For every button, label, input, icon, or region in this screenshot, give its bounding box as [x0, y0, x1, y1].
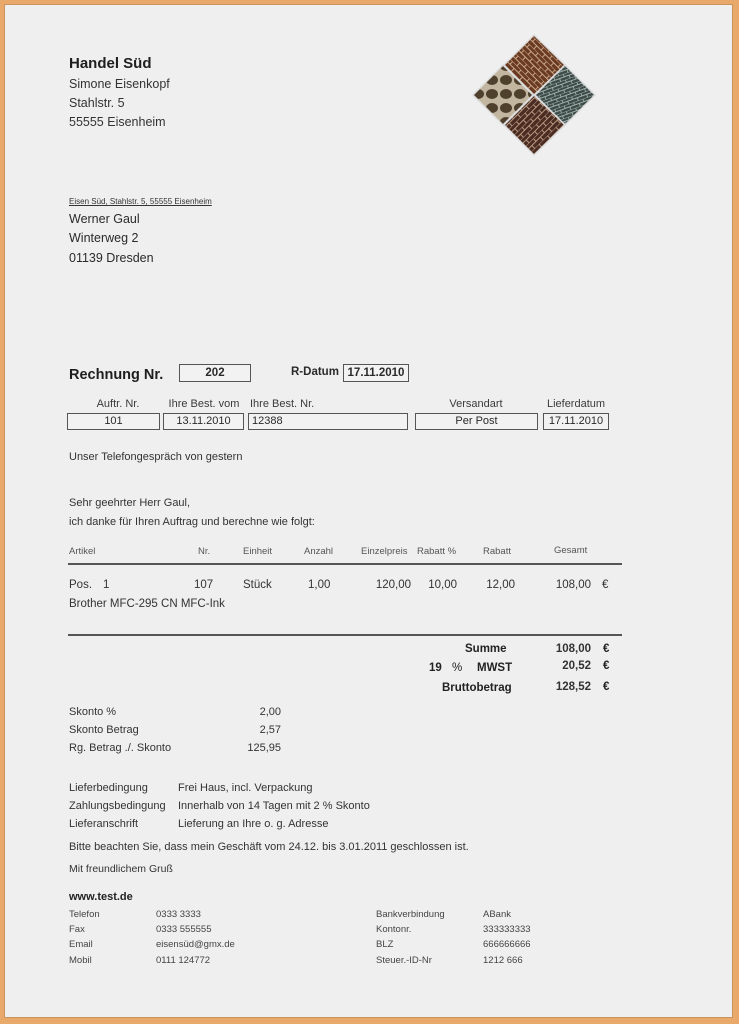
subject-line: Unser Telefongespräch von gestern [69, 451, 243, 463]
article-description: Brother MFC-295 CN MFC-Ink [69, 598, 225, 610]
order-no-field: 101 [67, 413, 160, 430]
tax-id-label: Steuer.-ID-Nr [376, 955, 432, 966]
invoice-title: Rechnung Nr. [69, 367, 164, 383]
return-address: Eisen Süd, Stahlstr. 5, 55555 Eisenheim [69, 197, 212, 206]
sender-city: 55555 Eisenheim [69, 115, 166, 129]
terms-delivery-value: Frei Haus, incl. Verpackung [178, 782, 313, 794]
sender-street: Stahlstr. 5 [69, 96, 125, 110]
invoice-date-label: R-Datum [291, 366, 339, 378]
col-header-anzahl: Anzahl [304, 546, 334, 557]
terms-address-label: Lieferanschrift [69, 818, 139, 830]
table-header-rule [68, 563, 622, 565]
unit: Stück [243, 579, 272, 591]
col-header-gesamt: Gesamt [554, 545, 588, 556]
account-value: 333333333 [483, 924, 531, 935]
euro-icon: € [603, 681, 610, 693]
vat-label: MWST [477, 662, 513, 674]
col-header-nr: Nr. [198, 546, 211, 557]
position-label: Pos. [69, 579, 93, 591]
vat-value: 20,52 [562, 660, 591, 672]
bank-label: Bankverbindung [376, 909, 445, 920]
col-header-einheit: Einheit [243, 546, 273, 557]
gross-label: Bruttobetrag [442, 682, 512, 694]
closure-notice: Bitte beachten Sie, dass mein Geschäft vom 24.12. bis 3.01.2011 geschlossen ist. [69, 841, 469, 853]
col-header-rabatt: Rabatt [483, 546, 511, 557]
recipient-street: Winterweg 2 [69, 231, 139, 245]
closing-greeting: Mit freundlichem Gruß [69, 863, 173, 875]
sender-company: Handel Süd [69, 55, 152, 72]
totals-rule [68, 634, 622, 636]
vat-percent-sign: % [452, 662, 463, 674]
invoice-number-field: 202 [179, 364, 251, 382]
recipient-name: Werner Gaul [69, 212, 140, 226]
salutation: Sehr geehrter Herr Gaul, [69, 497, 191, 509]
skonto-pct-value: 2,00 [259, 706, 281, 718]
sum-label: Summe [465, 643, 507, 655]
discount-percent: 10,00 [428, 579, 457, 591]
skonto-amount-label: Skonto Betrag [69, 724, 139, 736]
website-link[interactable]: www.test.de [69, 891, 133, 903]
order-date-label: Ihre Best. vom [168, 398, 240, 410]
email-label: Email [69, 939, 93, 950]
mobile-value: 0111 124772 [156, 955, 211, 966]
skonto-pct-label: Skonto % [69, 706, 117, 718]
gross-value: 128,52 [555, 681, 591, 693]
col-header-artikel: Artikel [69, 546, 96, 557]
fax-label: Fax [69, 924, 85, 935]
email-value[interactable]: eisensüd@gmx.de [156, 939, 235, 950]
discount-amount: 12,00 [486, 579, 515, 591]
sender-name: Simone Eisenkopf [69, 77, 170, 91]
shipping-field: Per Post [415, 413, 538, 430]
vat-rate: 19 [429, 662, 442, 674]
sum-value: 108,00 [555, 643, 591, 655]
account-label: Kontonr. [376, 924, 412, 935]
terms-payment-value: Innerhalb von 14 Tagen mit 2 % Skonto [178, 800, 370, 812]
phone-value: 0333 3333 [156, 909, 201, 920]
euro-icon: € [602, 579, 609, 591]
shipping-label: Versandart [449, 398, 503, 410]
delivery-date-field: 17.11.2010 [543, 413, 609, 430]
mobile-label: Mobil [69, 955, 92, 966]
article-number: 107 [194, 579, 214, 591]
blz-label: BLZ [376, 939, 394, 950]
invoice-date-field: 17.11.2010 [343, 364, 409, 382]
order-no-label: Auftr. Nr. [96, 398, 140, 410]
phone-label: Telefon [69, 909, 100, 920]
col-header-rabatt-pct: Rabatt % [417, 546, 457, 557]
intro-text: ich danke für Ihren Auftrag und berechne wie folgt: [69, 516, 315, 528]
col-header-einzelpreis: Einzelpreis [361, 546, 408, 557]
net-after-skonto-value: 125,95 [247, 742, 281, 754]
customer-order-field: 12388 [248, 413, 408, 430]
delivery-date-label: Lieferdatum [546, 398, 606, 410]
euro-icon: € [603, 643, 610, 655]
line-total: 108,00 [555, 579, 591, 591]
stone-tiles-diamond-logo-icon [471, 31, 597, 157]
net-after-skonto-label: Rg. Betrag ./. Skonto [69, 742, 172, 754]
bank-value: ABank [483, 909, 511, 920]
fax-value: 0333 555555 [156, 924, 212, 935]
terms-payment-label: Zahlungsbedingung [69, 800, 166, 812]
blz-value: 666666666 [483, 939, 531, 950]
unit-price: 120,00 [375, 579, 411, 591]
tax-id-value: 1212 666 [483, 955, 523, 966]
euro-icon: € [603, 660, 610, 672]
terms-delivery-label: Lieferbedingung [69, 782, 148, 794]
position-number: 1 [103, 579, 110, 591]
quantity: 1,00 [308, 579, 331, 591]
invoice-page [4, 4, 733, 1018]
order-date-field: 13.11.2010 [163, 413, 244, 430]
terms-address-value: Lieferung an Ihre o. g. Adresse [178, 818, 329, 830]
customer-order-label: Ihre Best. Nr. [250, 398, 315, 410]
skonto-amount-value: 2,57 [259, 724, 281, 736]
recipient-city: 01139 Dresden [69, 251, 154, 265]
